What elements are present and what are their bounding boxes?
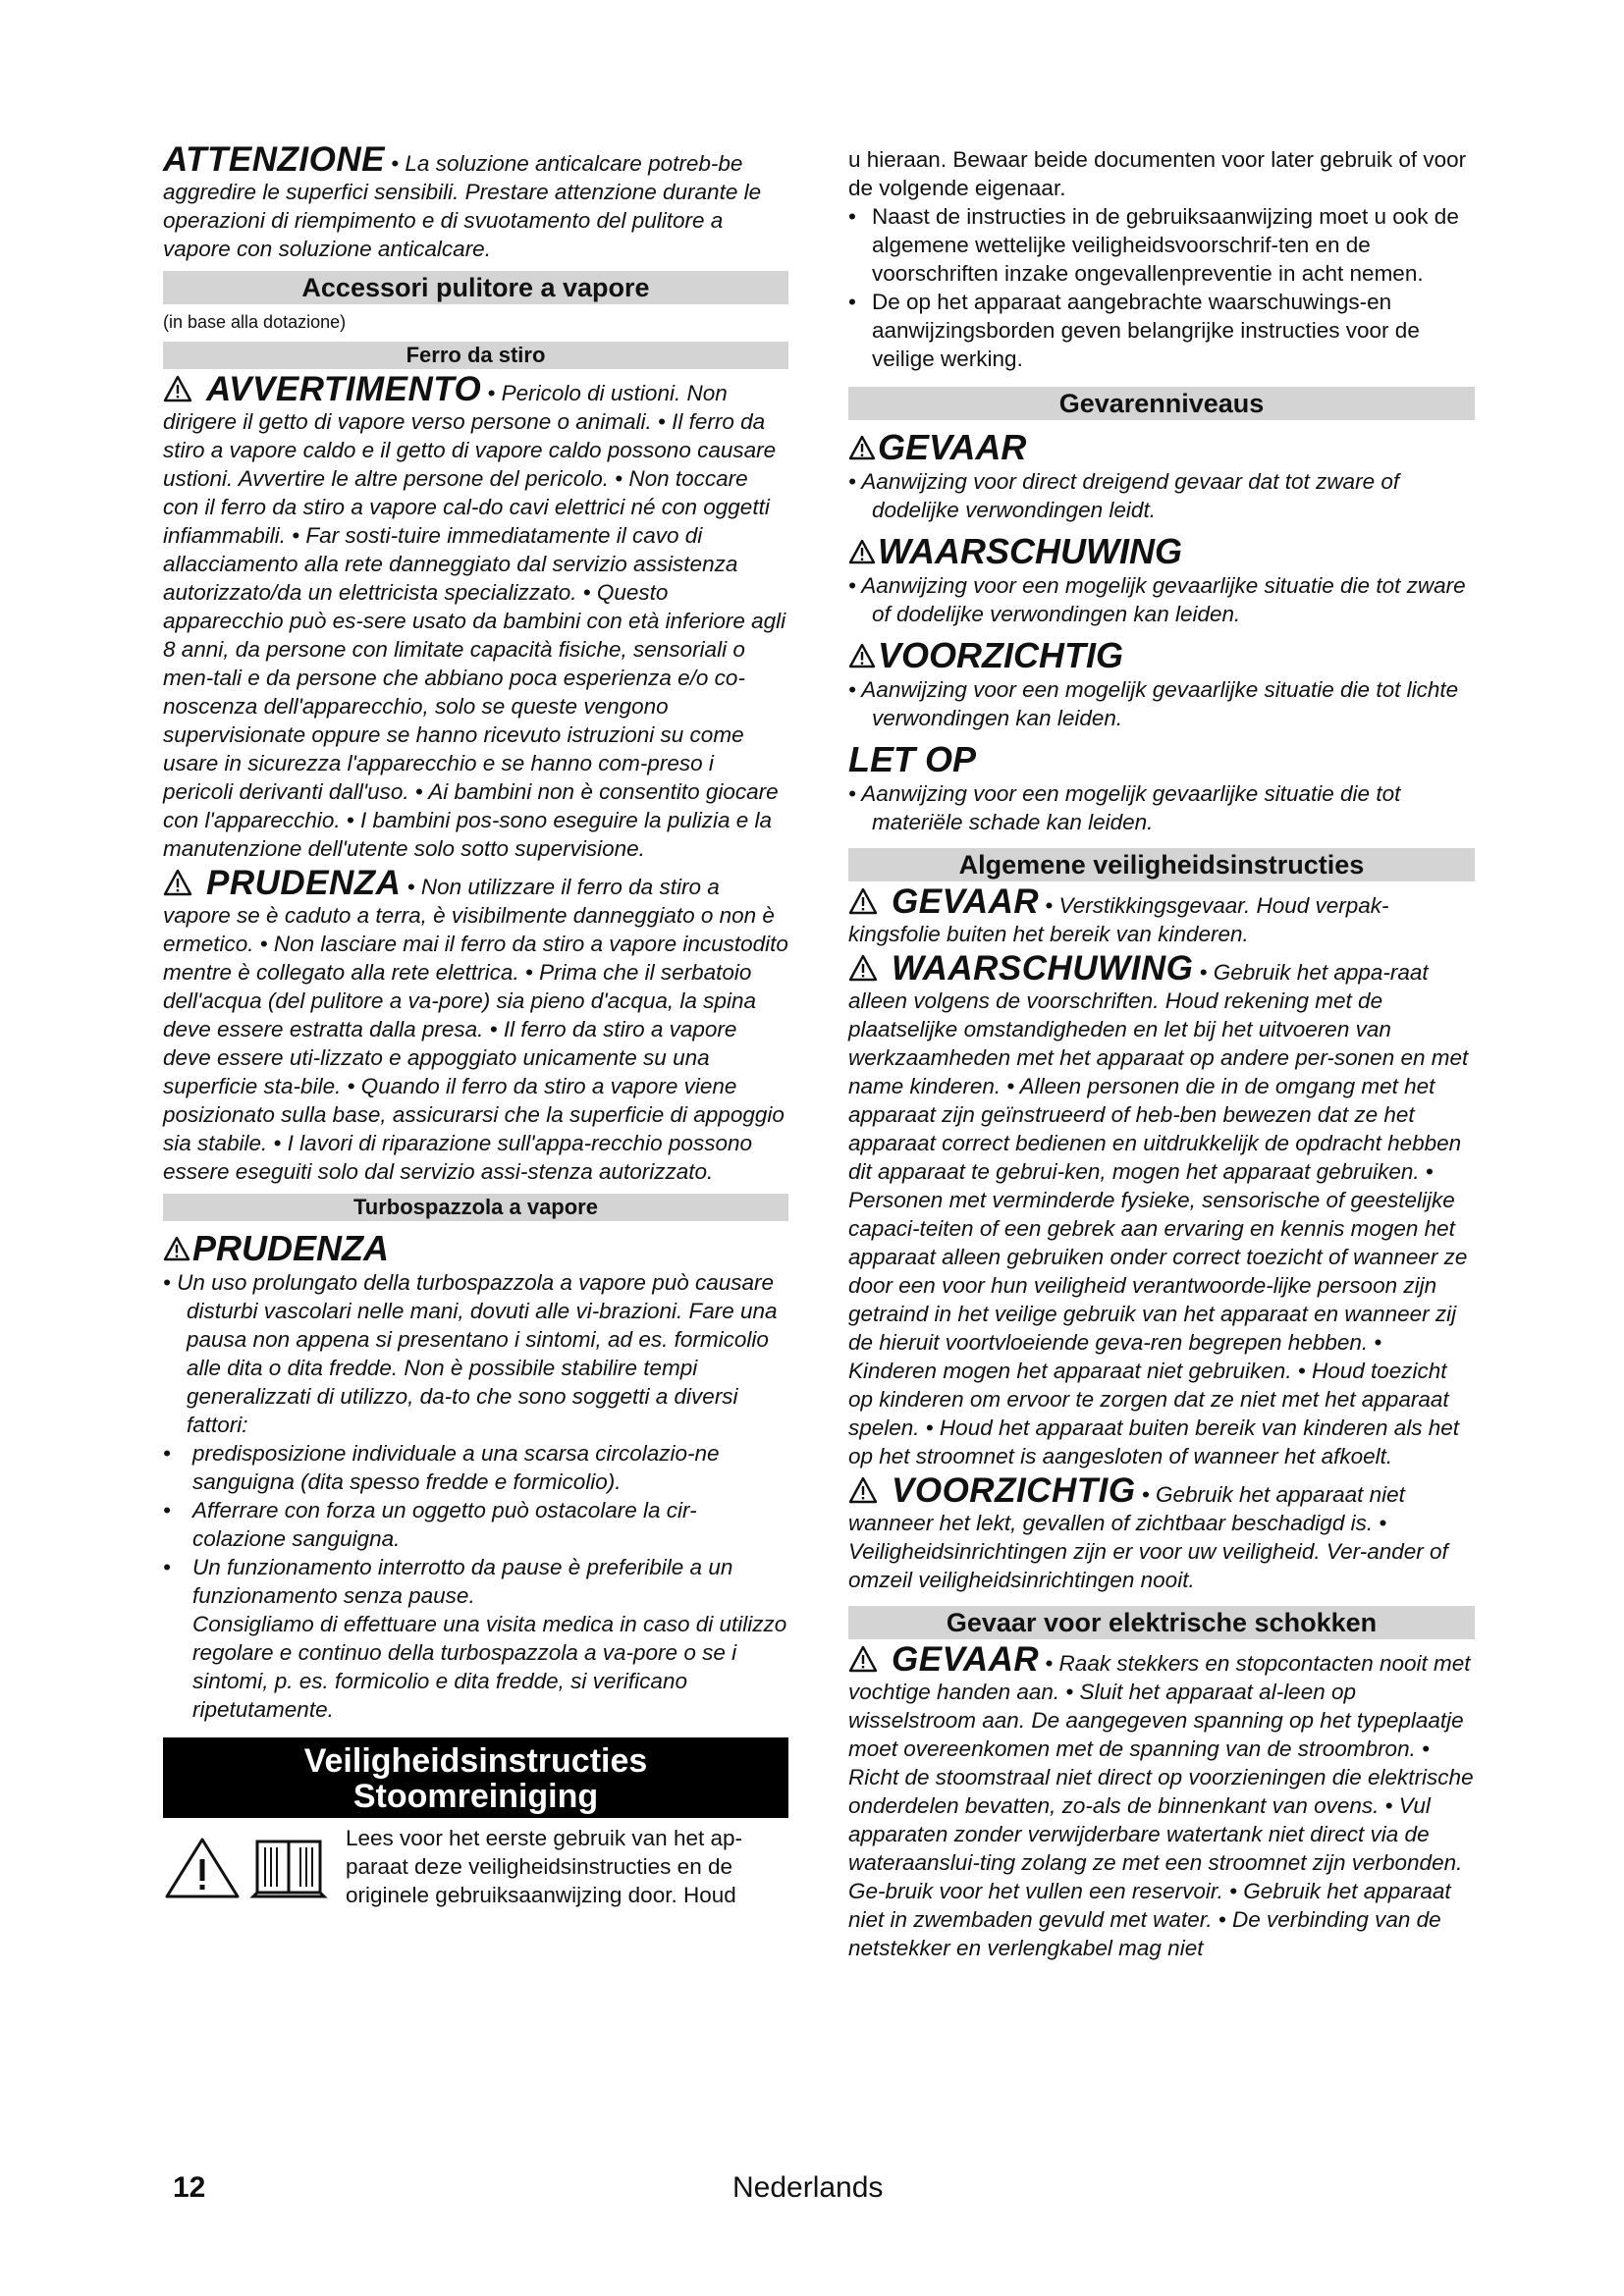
section-title-gevarenniveaus: Gevarenniveaus [848,387,1475,420]
prudenza-signal-heading [163,1229,788,1268]
safety-title-line-2: Stoomreiniging [352,1778,599,1815]
page-number: 12 [173,2171,206,2204]
warning-icon [163,1236,190,1261]
safety-intro-text: Lees voor het eerste gebruik van het ap-paraat deze veiligheidsinstructies en de originele gebruiksaanwijzing door. Houd [346,1826,743,1907]
section-title-accessori: Accessori pulitore a vapore [163,271,788,304]
attenzione-text: • La soluzione anticalcare potreb-be aggredire le superfici sensibili. Prestare attenzione durante le operazioni di riempimento e di svuotamento del pulitore a vapore con soluzione anticalcare. [163,151,762,261]
level-heading-gevaar: GEVAAR [848,428,1475,467]
page-footer [173,2171,1489,2211]
gevaar-heading: GEVAAR [892,882,1040,921]
warning-icon [848,1645,878,1673]
list-item: • Un funzionamento interrotto da pause è preferibile a un funzionamento senza pause. [163,1555,733,1608]
gevaar-elektrisch-paragraph [848,1640,1475,1962]
voorzichtig-heading: VOORZICHTIG [892,1471,1136,1510]
warning-icon [848,887,878,915]
section-title-algemene: Algemene veiligheidsinstructies [848,848,1475,881]
accessori-note: (in base alla dotazione) [163,312,347,332]
safety-intro [163,1824,788,1909]
gevaar-elektrisch-heading: GEVAAR [892,1640,1040,1679]
prudenza-outro: Consigliamo di effettuare una visita medica in caso di utilizzo regolare e continuo della turbospazzola a va-pore o se i sintomi, p. es. formicolio e dita fredde, si verificano ripetutamente. [192,1612,787,1722]
level-heading-let-op: LET OP [848,739,977,779]
waarschuwing-text: • Gebruik het appa-raat alleen volgens de voorschriften. Houd rekening met de plaatselijke omstandigheden en let bij het uitvoeren van werkzaamheden met het apparaat op andere per-sonen en met name kinderen. • Alleen personen die in de omgang met het apparaat zijn geïnstrueerd of heb-ben bewezen dat ze het apparaat correct bedienen en uitdrukkelijk de opdracht hebben dit apparaat te gebrui-ken, mogen het apparaat gebruiken. • Personen met verminderde fysieke, sensorische of geestelijke capaci-teiten of een gebrek aan ervaring en kennis mogen het apparaat alleen gebruiken onder correct toezicht of wanneer ze door een voor hun veiligheid verantwoorde-lijke persoon zijn getraind in het veilige gebruik van het apparaat en wanneer zij de hieruit voortvloeiende geva-ren begrepen hebben. • Kinderen mogen het apparaat niet gebruiken. • Houd toezicht op kinderen om ervoor te zorgen dat ze niet met het apparaat spelen. • Houd het apparaat buiten bereik van kinderen als het op het stroomnet is aangesloten of wanneer het afkoelt. [848,960,1469,1468]
footer-language: Nederlands [732,2171,884,2204]
level-text-waarschuwing: • Aanwijzing voor een mogelijk gevaarlijke situatie die tot zware of dodelijke verwondingen kan leiden. [848,573,1466,626]
prudenza-heading: PRUDENZA [206,864,402,902]
prudenza-intro: • Un uso prolungato della turbospazzola a vapore può causare disturbi vascolari nelle mani, dovuti alle vi-brazioni. Fare una pausa non appena si presentano i sintomi, ad es. formicolio alle dita o dita fredde. Non è possibile stabilire tempi generalizzati di utilizzo, da-to che sono soggetti a diversi fattori: [163,1270,778,1437]
left-column [163,140,788,1909]
warning-icon [848,539,876,564]
warning-icon [163,375,192,402]
warning-icon [848,643,876,668]
voorzichtig-text: • Gebruik het apparaat niet wanneer het lekt, gevallen of zichtbaar beschadigd is. • Veiligheidsinrichtingen zijn er voor uw veiligheid. Ver-ander of omzeil veiligheidsinrichtingen nooit. [848,1482,1448,1592]
waarschuwing-paragraph [848,949,1475,1470]
gevaar-elektrisch-text: • Raak stekkers en stopcontacten nooit met vochtige handen aan. • Sluit het apparaat al-leen op wisselstroom aan. De aangegeven spanning op het typeplaatje moet overeenkomen met de spanning van de stroombron. • Richt de stoomstraal niet direct op voorzieningen die elektrische onderdelen bevatten, zo-als de binnenkant van ovens. • Vul apparaten zonder verwijderbare watertank niet direct via de wateraanslui-ting zolang ze met een stroomnet zijn verbonden. Ge-bruik voor het vullen een reservoir. • Gebruik het apparaat niet in zwembaden gevuld met water. • De verbinding van de netstekker en verlengkabel mag niet [848,1651,1474,1960]
list-item: • predisposizione individuale a una scarsa circolazio-ne sanguigna (dita spesso fredde e formicolio). [163,1441,720,1494]
safety-title-line-1: Veiligheidsinstructies [303,1742,648,1780]
subsection-title-turbo: Turbospazzola a vapore [163,1194,788,1221]
level-heading-voorzichtig: VOORZICHTIG [848,636,1475,675]
avvertimento-heading: AVVERTIMENTO [206,370,482,408]
prudenza-text: • Non utilizzare il ferro da stiro a vapore se è caduto a terra, è visibilmente danneggiato o non è ermetico. • Non lasciare mai il ferro da stiro a vapore incustodito mentre è collegato alla rete elettrica. • Prima che il serbatoio dell'acqua (del pulitore a va-pore) sia pieno d'acqua, la spina deve essere estratta dalla presa. • Il ferro da stiro a vapore deve essere uti-lizzato e appoggiato unicamente su una superficie sta-bile. • Quando il ferro da stiro a vapore viene posizionato sulla base, assicurarsi che la superficie di appoggio sia stabile. • I lavori di riparazione sull'appa-recchio possono essere eseguiti solo dal servizio assi-stenza autorizzato. [163,875,788,1184]
warning-icon [848,435,876,460]
list-item: • Naast de instructies in de gebruiksaanwijzing moet u ook de algemene wettelijke veiligheidsvoorschrif-ten en de voorschriften inzake ongevallenpreventie in acht nemen. [848,204,1459,286]
prudenza-paragraph [163,864,788,1186]
subsection-title-ferro: Ferro da stiro [163,342,788,369]
safety-icons [163,1824,346,1909]
level-heading-waarschuwing: WAARSCHUWING [848,532,1475,571]
attenzione-paragraph [163,140,788,263]
gevaar-paragraph [848,882,1475,948]
waarschuwing-heading: WAARSCHUWING [892,949,1194,988]
prudenza-heading-text: PRUDENZA [192,1228,390,1268]
list-item: • De op het apparaat aangebrachte waarschuwings-en aanwijzingsborden geven belangrijke instructies voor de veilige werking. [848,290,1420,371]
level-text-voorzichtig: • Aanwijzing voor een mogelijk gevaarlijke situatie die tot lichte verwondingen kan leiden. [848,677,1459,730]
manual-book-icon [249,1836,328,1900]
gevaar-text: • Verstikkingsgevaar. Houd verpak-kingsfolie buiten het bereik van kinderen. [848,893,1389,946]
avvertimento-paragraph [163,370,788,863]
right-column [848,145,1475,1962]
avvertimento-text: • Pericolo di ustioni. Non dirigere il getto di vapore verso persone o animali. • Il ferro da stiro a vapore caldo e il getto di vapore caldo possono causare ustioni. Avvertire le altre persone del pericolo. • Non toccare con il ferro da stiro a vapore cal-do cavi elettrici né con oggetti infiammabili. • Far sosti-tuire immediatamente il cavo di allacciamento alla rete danneggiato dal servizio assistenza autorizzato/da un elettricista specializzato. • Questo apparecchio può es-sere usato da bambini con età inferiore agli 8 anni, da persone con limitate capacità fisiche, sensoriali o men-tali e da persone che abbiano poca esperienza e/o co-noscenza dell'apparecchio, solo se queste vengono supervisionate oppure se hanno ricevuto istruzioni su come usare in sicurezza l'apparecchio e se hanno com-preso i pericoli derivanti dall'uso. • Ai bambini non è consentito giocare con l'apparecchio. • I bambini pos-sono eseguire la pulizia e la manutenzione dell'utente solo sotto supervisione. [163,381,786,861]
safety-instructions-title [163,1737,788,1818]
warning-icon [163,1836,242,1900]
level-text-let-op: • Aanwijzing voor een mogelijk gevaarlijke situatie die tot materiële schade kan leiden. [848,781,1401,834]
list-item: • Afferrare con forza un oggetto può ostacolare la cir-colazione sanguigna. [163,1498,697,1551]
intro-continuation: u hieraan. Bewaar beide documenten voor later gebruik of voor de volgende eigenaar. [848,147,1467,200]
level-text-gevaar: • Aanwijzing voor direct dreigend gevaar dat tot zware of dodelijke verwondingen leidt. [848,469,1400,522]
attenzione-heading: ATTENZIONE [163,140,386,179]
voorzichtig-paragraph [848,1471,1475,1594]
warning-icon [163,869,192,896]
warning-icon [848,1476,878,1504]
warning-icon [848,954,878,982]
section-title-elektrisch: Gevaar voor elektrische schokken [848,1606,1475,1639]
